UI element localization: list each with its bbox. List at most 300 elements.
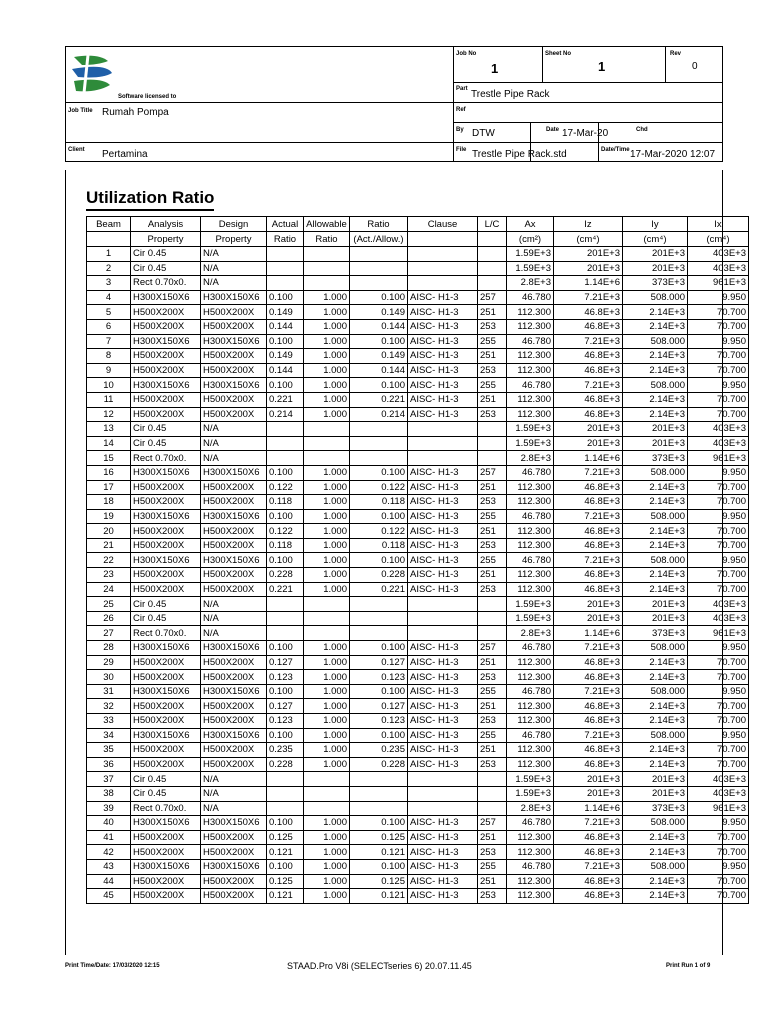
table-cell: 2.14E+3 — [623, 830, 688, 845]
table-cell: 201E+3 — [554, 422, 623, 437]
divider — [66, 142, 723, 143]
table-cell: 8 — [87, 349, 131, 364]
table-cell — [478, 261, 507, 276]
date-label: Date — [546, 127, 560, 133]
table-cell — [478, 451, 507, 466]
table-cell: 0.221 — [350, 582, 408, 597]
table-cell — [478, 772, 507, 787]
table-cell: H300X150X6 — [201, 859, 267, 874]
table-row — [87, 319, 749, 334]
column-header: (Act./Allow.) — [350, 232, 408, 247]
table-cell: H500X200X — [201, 670, 267, 685]
table-cell: 403E+3 — [688, 422, 749, 437]
table-cell — [267, 247, 304, 262]
table-cell: 508.000 — [623, 816, 688, 831]
sheet-no-label: Sheet No — [545, 51, 572, 57]
table-cell: 0.221 — [267, 392, 304, 407]
table-cell: 257 — [478, 816, 507, 831]
table-cell: H500X200X — [131, 392, 201, 407]
table-cell: H300X150X6 — [131, 859, 201, 874]
table-cell: 508.000 — [623, 728, 688, 743]
table-cell: 39 — [87, 801, 131, 816]
table-cell: 0.100 — [267, 684, 304, 699]
table-cell — [350, 597, 408, 612]
table-cell: 0.228 — [350, 568, 408, 583]
table-row — [87, 728, 749, 743]
table-cell: 19 — [87, 509, 131, 524]
table-cell: 0.100 — [267, 816, 304, 831]
table-cell: 46.8E+3 — [554, 407, 623, 422]
table-cell: 373E+3 — [623, 801, 688, 816]
table-cell — [408, 276, 478, 291]
table-row — [87, 597, 749, 612]
table-cell: 253 — [478, 538, 507, 553]
table-cell: 112.300 — [507, 495, 554, 510]
table-cell — [267, 436, 304, 451]
table-cell: 2.14E+3 — [623, 407, 688, 422]
table-cell: 0.228 — [267, 757, 304, 772]
table-cell: 508.000 — [623, 553, 688, 568]
table-cell: AISC- H1-3 — [408, 392, 478, 407]
table-cell: 112.300 — [507, 582, 554, 597]
table-cell: 70.700 — [688, 582, 749, 597]
table-cell — [350, 261, 408, 276]
table-cell: 2.8E+3 — [507, 801, 554, 816]
table-cell: 21 — [87, 538, 131, 553]
table-cell: Cir 0.45 — [131, 597, 201, 612]
table-cell: H500X200X — [131, 568, 201, 583]
table-cell: 14 — [87, 436, 131, 451]
table-cell: H500X200X — [201, 655, 267, 670]
table-cell: 0.144 — [350, 363, 408, 378]
table-cell: 7.21E+3 — [554, 465, 623, 480]
table-cell: 45 — [87, 889, 131, 904]
column-header: Ax — [507, 217, 554, 232]
table-cell: 12 — [87, 407, 131, 422]
table-cell: 27 — [87, 626, 131, 641]
table-cell: H500X200X — [201, 757, 267, 772]
column-header: Analysis — [131, 217, 201, 232]
table-cell: AISC- H1-3 — [408, 319, 478, 334]
table-cell: H500X200X — [201, 480, 267, 495]
table-cell — [350, 772, 408, 787]
table-cell: 112.300 — [507, 670, 554, 685]
table-cell: H500X200X — [131, 524, 201, 539]
table-cell: 0.100 — [350, 684, 408, 699]
table-cell — [267, 276, 304, 291]
print-time: Print Time/Date: 17/03/2020 12:15 — [65, 963, 160, 969]
table-cell: 201E+3 — [554, 611, 623, 626]
table-cell: 112.300 — [507, 305, 554, 320]
table-cell: 1.000 — [304, 509, 350, 524]
table-cell: 37 — [87, 772, 131, 787]
table-row — [87, 247, 749, 262]
table-cell: 0.123 — [350, 670, 408, 685]
table-cell: 1.000 — [304, 874, 350, 889]
table-cell: H300X150X6 — [131, 728, 201, 743]
table-row — [87, 436, 749, 451]
table-cell: H300X150X6 — [201, 553, 267, 568]
column-header: Iz — [554, 217, 623, 232]
table-cell: H500X200X — [131, 743, 201, 758]
table-cell: N/A — [201, 611, 267, 626]
table-cell: 201E+3 — [623, 247, 688, 262]
table-row — [87, 392, 749, 407]
table-cell: H500X200X — [201, 699, 267, 714]
table-cell — [267, 801, 304, 816]
table-cell: AISC- H1-3 — [408, 553, 478, 568]
table-cell: 70.700 — [688, 407, 749, 422]
table-cell: 11 — [87, 392, 131, 407]
table-cell: 9.950 — [688, 641, 749, 656]
table-cell: 36 — [87, 757, 131, 772]
table-cell: 403E+3 — [688, 436, 749, 451]
table-cell: 112.300 — [507, 349, 554, 364]
table-cell: 13 — [87, 422, 131, 437]
table-cell — [408, 422, 478, 437]
table-cell: Rect 0.70x0. — [131, 626, 201, 641]
table-cell: 508.000 — [623, 334, 688, 349]
table-cell: 41 — [87, 830, 131, 845]
table-cell: Cir 0.45 — [131, 786, 201, 801]
table-cell: N/A — [201, 451, 267, 466]
table-cell: 70.700 — [688, 699, 749, 714]
table-cell: 373E+3 — [623, 626, 688, 641]
table-cell: H500X200X — [201, 305, 267, 320]
table-cell: 1.000 — [304, 349, 350, 364]
table-cell: 9.950 — [688, 816, 749, 831]
table-cell: 46.8E+3 — [554, 757, 623, 772]
table-row — [87, 845, 749, 860]
table-cell: 1 — [87, 247, 131, 262]
table-cell: 0.100 — [267, 728, 304, 743]
table-cell: 7.21E+3 — [554, 509, 623, 524]
table-cell: 46.8E+3 — [554, 538, 623, 553]
table-cell: 112.300 — [507, 524, 554, 539]
table-cell: 70.700 — [688, 714, 749, 729]
table-cell: 201E+3 — [623, 611, 688, 626]
table-cell: 70.700 — [688, 319, 749, 334]
table-cell: N/A — [201, 247, 267, 262]
table-cell: AISC- H1-3 — [408, 290, 478, 305]
table-cell: 70.700 — [688, 743, 749, 758]
table-cell: AISC- H1-3 — [408, 684, 478, 699]
table-cell: 0.100 — [267, 290, 304, 305]
table-cell: 0.121 — [267, 889, 304, 904]
table-cell: N/A — [201, 786, 267, 801]
table-row — [87, 465, 749, 480]
table-cell: 508.000 — [623, 641, 688, 656]
table-cell — [267, 611, 304, 626]
table-cell: 508.000 — [623, 509, 688, 524]
table-cell: 1.59E+3 — [507, 422, 554, 437]
table-cell: 961E+3 — [688, 276, 749, 291]
table-cell: AISC- H1-3 — [408, 305, 478, 320]
table-cell: 508.000 — [623, 290, 688, 305]
table-cell: 7.21E+3 — [554, 641, 623, 656]
table-cell: 403E+3 — [688, 786, 749, 801]
table-cell: 253 — [478, 582, 507, 597]
table-cell: 253 — [478, 889, 507, 904]
table-cell: H300X150X6 — [201, 509, 267, 524]
table-row — [87, 276, 749, 291]
table-cell: 7.21E+3 — [554, 728, 623, 743]
table-cell: 255 — [478, 728, 507, 743]
table-cell: 0.235 — [350, 743, 408, 758]
table-cell: Cir 0.45 — [131, 436, 201, 451]
table-cell: 7.21E+3 — [554, 290, 623, 305]
table-cell: 1.59E+3 — [507, 261, 554, 276]
table-cell — [350, 247, 408, 262]
sheet-no-value: 1 — [598, 59, 606, 74]
table-row — [87, 451, 749, 466]
table-cell — [267, 597, 304, 612]
table-row — [87, 757, 749, 772]
table-cell — [408, 597, 478, 612]
table-cell: 70.700 — [688, 568, 749, 583]
table-cell: 0.221 — [267, 582, 304, 597]
table-cell: 43 — [87, 859, 131, 874]
table-cell: 201E+3 — [623, 786, 688, 801]
table-cell: H500X200X — [131, 582, 201, 597]
table-cell: 112.300 — [507, 392, 554, 407]
table-cell: 2.14E+3 — [623, 699, 688, 714]
table-cell: AISC- H1-3 — [408, 757, 478, 772]
table-cell: 201E+3 — [554, 772, 623, 787]
table-cell — [408, 436, 478, 451]
table-cell: 1.59E+3 — [507, 772, 554, 787]
table-cell: 0.100 — [350, 378, 408, 393]
table-cell: 2.14E+3 — [623, 889, 688, 904]
table-cell: 0.100 — [267, 553, 304, 568]
table-cell: 46.8E+3 — [554, 480, 623, 495]
table-row — [87, 684, 749, 699]
table-cell: 70.700 — [688, 305, 749, 320]
table-cell: 253 — [478, 714, 507, 729]
table-cell: 112.300 — [507, 845, 554, 860]
table-row — [87, 816, 749, 831]
job-no-label: Job No — [456, 51, 477, 57]
table-cell: AISC- H1-3 — [408, 889, 478, 904]
column-header: Ratio — [304, 232, 350, 247]
table-cell: 2.8E+3 — [507, 451, 554, 466]
table-row — [87, 830, 749, 845]
table-cell: 2.14E+3 — [623, 655, 688, 670]
table-cell: 46.8E+3 — [554, 743, 623, 758]
table-cell: 46.8E+3 — [554, 874, 623, 889]
table-cell: AISC- H1-3 — [408, 582, 478, 597]
table-cell — [304, 261, 350, 276]
table-cell: H300X150X6 — [201, 334, 267, 349]
table-cell — [304, 772, 350, 787]
table-cell: H500X200X — [201, 524, 267, 539]
table-cell: 403E+3 — [688, 247, 749, 262]
table-cell: 201E+3 — [554, 261, 623, 276]
table-cell: 961E+3 — [688, 626, 749, 641]
table-cell: 46.8E+3 — [554, 305, 623, 320]
table-cell: 0.149 — [267, 305, 304, 320]
table-cell: H300X150X6 — [131, 641, 201, 656]
table-row — [87, 611, 749, 626]
table-cell — [304, 786, 350, 801]
table-cell: 22 — [87, 553, 131, 568]
table-cell: 251 — [478, 874, 507, 889]
table-cell: H500X200X — [131, 363, 201, 378]
table-cell: 70.700 — [688, 495, 749, 510]
table-cell: 0.100 — [350, 465, 408, 480]
table-row — [87, 334, 749, 349]
rev-label: Rev — [670, 51, 682, 57]
table-cell: 46.780 — [507, 509, 554, 524]
table-cell: 46.8E+3 — [554, 524, 623, 539]
table-cell: H300X150X6 — [201, 465, 267, 480]
table-cell: Cir 0.45 — [131, 611, 201, 626]
table-cell: H500X200X — [201, 874, 267, 889]
table-cell: 9.950 — [688, 553, 749, 568]
table-cell: 0.214 — [350, 407, 408, 422]
column-header: (cm⁴) — [623, 232, 688, 247]
table-cell: 46.780 — [507, 859, 554, 874]
table-cell: 46.8E+3 — [554, 568, 623, 583]
table-cell: AISC- H1-3 — [408, 349, 478, 364]
table-cell — [478, 786, 507, 801]
table-cell: 0.100 — [267, 641, 304, 656]
table-cell: 403E+3 — [688, 772, 749, 787]
table-cell: 253 — [478, 670, 507, 685]
by-label: By — [456, 127, 464, 133]
date-time-value: 17-Mar-2020 12:07 — [630, 149, 716, 160]
table-cell: H500X200X — [131, 538, 201, 553]
table-cell: 46.780 — [507, 684, 554, 699]
table-cell: H500X200X — [131, 874, 201, 889]
table-cell: 2.14E+3 — [623, 524, 688, 539]
table-cell: N/A — [201, 801, 267, 816]
table-cell: 9.950 — [688, 378, 749, 393]
client-label: Client — [68, 147, 85, 153]
table-row — [87, 859, 749, 874]
table-cell: 0.100 — [350, 509, 408, 524]
table-row — [87, 553, 749, 568]
table-cell: AISC- H1-3 — [408, 714, 478, 729]
table-cell — [304, 422, 350, 437]
table-cell: 2.14E+3 — [623, 568, 688, 583]
table-cell: 46.780 — [507, 641, 554, 656]
table-cell: 1.000 — [304, 305, 350, 320]
table-cell: 1.59E+3 — [507, 597, 554, 612]
table-cell: H500X200X — [131, 305, 201, 320]
table-cell: 2 — [87, 261, 131, 276]
table-cell: 201E+3 — [554, 597, 623, 612]
table-cell: 373E+3 — [623, 451, 688, 466]
table-cell — [304, 801, 350, 816]
table-cell — [408, 611, 478, 626]
table-cell: 7.21E+3 — [554, 553, 623, 568]
table-cell: H500X200X — [131, 655, 201, 670]
table-cell: AISC- H1-3 — [408, 845, 478, 860]
table-cell: 2.14E+3 — [623, 743, 688, 758]
table-cell: 0.100 — [267, 378, 304, 393]
table-cell: 1.000 — [304, 757, 350, 772]
table-cell: 9.950 — [688, 684, 749, 699]
table-cell: 1.000 — [304, 728, 350, 743]
table-cell: 0.100 — [267, 465, 304, 480]
table-cell: 1.000 — [304, 714, 350, 729]
table-cell: 1.000 — [304, 334, 350, 349]
column-header: (cm⁴) — [554, 232, 623, 247]
table-cell: 70.700 — [688, 538, 749, 553]
table-cell: 70.700 — [688, 874, 749, 889]
table-cell: 35 — [87, 743, 131, 758]
table-row — [87, 889, 749, 904]
table-cell: 46.780 — [507, 465, 554, 480]
table-cell: 112.300 — [507, 714, 554, 729]
table-cell: 46.8E+3 — [554, 830, 623, 845]
table-cell: 5 — [87, 305, 131, 320]
table-cell: 0.118 — [267, 538, 304, 553]
table-cell: AISC- H1-3 — [408, 378, 478, 393]
table-row — [87, 538, 749, 553]
table-cell — [304, 451, 350, 466]
table-cell: 9.950 — [688, 859, 749, 874]
table-cell: 112.300 — [507, 319, 554, 334]
table-cell: 1.14E+6 — [554, 451, 623, 466]
table-cell: 0.228 — [267, 568, 304, 583]
table-cell: 15 — [87, 451, 131, 466]
table-cell — [350, 801, 408, 816]
divider — [542, 47, 543, 82]
bentley-logo-icon — [68, 51, 120, 95]
column-header: Iy — [623, 217, 688, 232]
table-cell: H500X200X — [201, 889, 267, 904]
table-cell: AISC- H1-3 — [408, 641, 478, 656]
table-cell: AISC- H1-3 — [408, 509, 478, 524]
table-cell: N/A — [201, 772, 267, 787]
table-cell: 0.149 — [267, 349, 304, 364]
table-cell: 255 — [478, 859, 507, 874]
table-cell — [267, 451, 304, 466]
table-cell: 257 — [478, 465, 507, 480]
table-cell: 112.300 — [507, 874, 554, 889]
table-cell: 17 — [87, 480, 131, 495]
table-cell: 46.8E+3 — [554, 495, 623, 510]
header-block — [65, 46, 723, 162]
table-cell: 70.700 — [688, 889, 749, 904]
table-cell: 0.100 — [267, 859, 304, 874]
table-row — [87, 874, 749, 889]
table-cell: AISC- H1-3 — [408, 670, 478, 685]
table-cell — [478, 597, 507, 612]
table-cell: H500X200X — [131, 699, 201, 714]
table-cell: AISC- H1-3 — [408, 495, 478, 510]
table-cell: 1.000 — [304, 319, 350, 334]
table-cell: H500X200X — [131, 757, 201, 772]
table-cell: 0.127 — [267, 699, 304, 714]
table-cell: AISC- H1-3 — [408, 568, 478, 583]
table-cell: 1.000 — [304, 363, 350, 378]
table-cell: 1.000 — [304, 465, 350, 480]
table-cell: 112.300 — [507, 407, 554, 422]
table-cell — [267, 626, 304, 641]
table-cell: 253 — [478, 319, 507, 334]
table-cell — [350, 786, 408, 801]
table-cell: 0.100 — [350, 641, 408, 656]
table-cell: 26 — [87, 611, 131, 626]
table-cell: H300X150X6 — [201, 378, 267, 393]
table-cell: H500X200X — [131, 495, 201, 510]
column-header: Clause — [408, 217, 478, 232]
print-run: Print Run 1 of 9 — [666, 963, 711, 969]
chd-label: Chd — [636, 127, 648, 133]
